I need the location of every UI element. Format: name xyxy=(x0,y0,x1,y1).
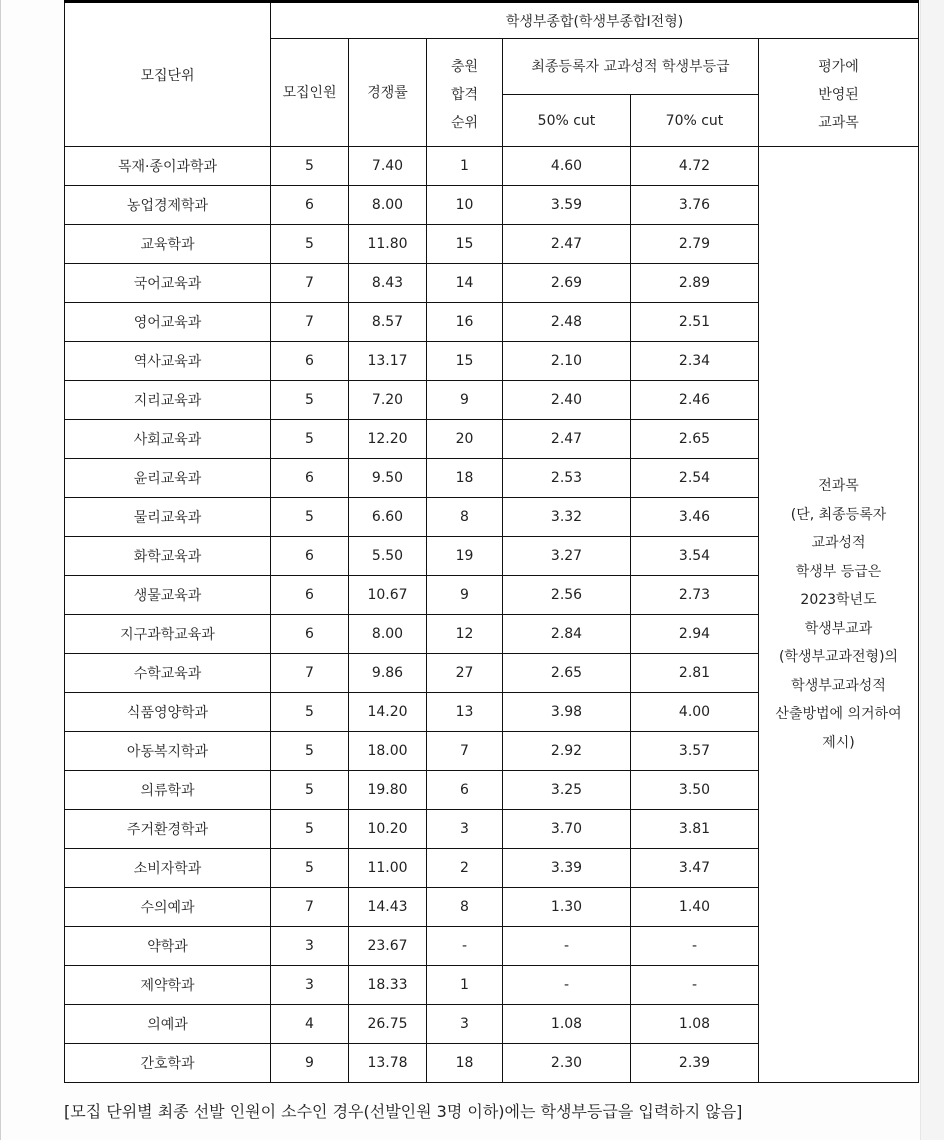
cell-quota: 9 xyxy=(271,1044,349,1083)
cell-quota: 6 xyxy=(271,459,349,498)
cell-quota: 6 xyxy=(271,537,349,576)
subjects-note-line: 학생부교과 xyxy=(804,620,873,637)
cell-quota: 5 xyxy=(271,225,349,264)
cell-ratio: 7.20 xyxy=(349,381,427,420)
cell-ratio: 18.00 xyxy=(349,732,427,771)
cell-quota: 7 xyxy=(271,654,349,693)
cell-unit: 아동복지학과 xyxy=(65,732,271,771)
cell-cut50: 1.08 xyxy=(503,1005,631,1044)
cell-quota: 5 xyxy=(271,147,349,186)
cell-quota: 5 xyxy=(271,381,349,420)
header-subjects-line-3: 교과목 xyxy=(818,114,859,131)
cell-unit: 교육학과 xyxy=(65,225,271,264)
cell-unit: 제약학과 xyxy=(65,966,271,1005)
cell-cut50: 2.30 xyxy=(503,1044,631,1083)
scrollbar-track[interactable] xyxy=(920,0,944,1140)
cell-cut70: - xyxy=(631,927,759,966)
cell-ratio: 7.40 xyxy=(349,147,427,186)
admission-results-table xyxy=(64,0,919,1083)
cell-cut50: - xyxy=(503,927,631,966)
cell-rank: 3 xyxy=(427,1005,503,1044)
header-admission-type: 학생부종합(학생부종합Ⅰ전형) xyxy=(271,2,919,39)
cell-unit: 역사교육과 xyxy=(65,342,271,381)
cell-ratio: 8.43 xyxy=(349,264,427,303)
cell-cut70: 3.47 xyxy=(631,849,759,888)
cell-cut50: 2.47 xyxy=(503,225,631,264)
cell-cut50: 2.69 xyxy=(503,264,631,303)
table-row xyxy=(65,147,919,186)
cell-unit: 지구과학교육과 xyxy=(65,615,271,654)
cell-unit: 주거환경학과 xyxy=(65,810,271,849)
header-competition-ratio: 경쟁률 xyxy=(349,39,427,147)
cell-quota: 6 xyxy=(271,342,349,381)
cell-rank: 2 xyxy=(427,849,503,888)
cell-cut70: 2.39 xyxy=(631,1044,759,1083)
cell-unit: 화학교육과 xyxy=(65,537,271,576)
cell-rank: 3 xyxy=(427,810,503,849)
cell-ratio: 8.00 xyxy=(349,615,427,654)
cell-cut70: 4.00 xyxy=(631,693,759,732)
cell-quota: 5 xyxy=(271,771,349,810)
cell-quota: 7 xyxy=(271,264,349,303)
cell-ratio: 19.80 xyxy=(349,771,427,810)
cell-cut50: 3.25 xyxy=(503,771,631,810)
cell-rank: 27 xyxy=(427,654,503,693)
cell-cut70: 3.76 xyxy=(631,186,759,225)
cell-unit: 윤리교육과 xyxy=(65,459,271,498)
subjects-note-line: (단, 최종등록자 xyxy=(790,506,887,523)
cell-unit: 수의예과 xyxy=(65,888,271,927)
cell-cut50: 3.39 xyxy=(503,849,631,888)
cell-ratio: 12.20 xyxy=(349,420,427,459)
cell-unit: 국어교육과 xyxy=(65,264,271,303)
cell-cut50: 2.40 xyxy=(503,381,631,420)
subjects-note-line: 제시) xyxy=(822,734,855,751)
cell-quota: 6 xyxy=(271,186,349,225)
cell-quota: 7 xyxy=(271,303,349,342)
subjects-note-line: 전과목 xyxy=(818,478,859,494)
cell-unit: 소비자학과 xyxy=(65,849,271,888)
cell-cut70: 2.81 xyxy=(631,654,759,693)
cell-unit: 의류학과 xyxy=(65,771,271,810)
cell-quota: 5 xyxy=(271,498,349,537)
cell-ratio: 9.50 xyxy=(349,459,427,498)
cell-cut70: 3.54 xyxy=(631,537,759,576)
cell-rank: 14 xyxy=(427,264,503,303)
cell-rank: 7 xyxy=(427,732,503,771)
cell-cut70: 1.08 xyxy=(631,1005,759,1044)
cell-cut70: 2.79 xyxy=(631,225,759,264)
cell-ratio: 8.57 xyxy=(349,303,427,342)
cell-ratio: 8.00 xyxy=(349,186,427,225)
cell-unit: 목재·종이과학과 xyxy=(65,147,271,186)
cell-ratio: 18.33 xyxy=(349,966,427,1005)
cell-rank: 9 xyxy=(427,576,503,615)
cell-ratio: 26.75 xyxy=(349,1005,427,1044)
cell-cut70: 3.46 xyxy=(631,498,759,537)
header-waitlist-rank xyxy=(427,39,503,147)
cell-cut50: 3.70 xyxy=(503,810,631,849)
cell-ratio: 13.78 xyxy=(349,1044,427,1083)
header-subjects-line-2: 반영된 xyxy=(818,86,859,103)
footnote: [모집 단위별 최종 선발 인원이 소수인 경우(선발인원 3명 이하)에는 학생부등급을 입력하지 않음] xyxy=(64,1102,743,1121)
cell-ratio: 6.60 xyxy=(349,498,427,537)
header-waitlist-rank-line-1: 충원 xyxy=(450,58,479,75)
cell-ratio: 11.00 xyxy=(349,849,427,888)
cell-cut70: - xyxy=(631,966,759,1005)
cell-unit: 물리교육과 xyxy=(65,498,271,537)
header-waitlist-rank-line-2: 합격 xyxy=(450,86,479,103)
cell-cut50: 2.56 xyxy=(503,576,631,615)
cell-cut50: 3.32 xyxy=(503,498,631,537)
cell-cut70: 4.72 xyxy=(631,147,759,186)
subjects-note-line: 학생부 등급은 xyxy=(795,563,882,580)
cell-unit: 간호학과 xyxy=(65,1044,271,1083)
cell-cut70: 2.65 xyxy=(631,420,759,459)
cell-cut50: 2.10 xyxy=(503,342,631,381)
cell-cut50: 2.47 xyxy=(503,420,631,459)
cell-ratio: 13.17 xyxy=(349,342,427,381)
header-evaluated-subjects xyxy=(759,39,919,147)
header-grade-group: 최종등록자 교과성적 학생부등급 xyxy=(503,39,759,95)
cell-rank: 9 xyxy=(427,381,503,420)
subjects-note-line: 학생부교과성적 xyxy=(791,677,886,694)
cell-rank: 15 xyxy=(427,342,503,381)
cell-cut50: 1.30 xyxy=(503,888,631,927)
cell-ratio: 10.67 xyxy=(349,576,427,615)
cell-cut70: 2.73 xyxy=(631,576,759,615)
cell-cut50: 2.84 xyxy=(503,615,631,654)
cell-rank: 16 xyxy=(427,303,503,342)
cell-quota: 5 xyxy=(271,420,349,459)
cell-quota: 5 xyxy=(271,849,349,888)
cell-rank: 8 xyxy=(427,888,503,927)
viewport-edge xyxy=(0,0,1,1140)
subjects-note-line: 교과성적 xyxy=(811,535,866,551)
cell-rank: 10 xyxy=(427,186,503,225)
cell-rank: 18 xyxy=(427,459,503,498)
cell-unit: 지리교육과 xyxy=(65,381,271,420)
cell-ratio: 5.50 xyxy=(349,537,427,576)
subjects-note xyxy=(759,147,919,1083)
cell-cut50: 2.53 xyxy=(503,459,631,498)
header-cut-70: 70% cut xyxy=(631,95,759,147)
header-quota: 모집인원 xyxy=(271,39,349,147)
cell-cut50: 4.60 xyxy=(503,147,631,186)
cell-unit: 의예과 xyxy=(65,1005,271,1044)
cell-ratio: 9.86 xyxy=(349,654,427,693)
cell-rank: 13 xyxy=(427,693,503,732)
cell-unit: 약학과 xyxy=(65,927,271,966)
header-recruitment-unit: 모집단위 xyxy=(65,2,271,147)
cell-unit: 생물교육과 xyxy=(65,576,271,615)
cell-cut50: 3.27 xyxy=(503,537,631,576)
subjects-note-line: 2023학년도 xyxy=(800,592,877,608)
cell-cut50: 3.59 xyxy=(503,186,631,225)
cell-rank: 1 xyxy=(427,147,503,186)
cell-unit: 식품영양학과 xyxy=(65,693,271,732)
cell-quota: 6 xyxy=(271,615,349,654)
subjects-note-line: (학생부교과전형)의 xyxy=(778,649,899,665)
cell-rank: - xyxy=(427,927,503,966)
cell-cut50: - xyxy=(503,966,631,1005)
cell-rank: 12 xyxy=(427,615,503,654)
cell-rank: 19 xyxy=(427,537,503,576)
cell-cut50: 3.98 xyxy=(503,693,631,732)
cell-unit: 사회교육과 xyxy=(65,420,271,459)
cell-quota: 5 xyxy=(271,732,349,771)
cell-cut70: 2.46 xyxy=(631,381,759,420)
cell-cut50: 2.65 xyxy=(503,654,631,693)
cell-rank: 6 xyxy=(427,771,503,810)
cell-quota: 3 xyxy=(271,966,349,1005)
cell-unit: 영어교육과 xyxy=(65,303,271,342)
cell-unit: 수학교육과 xyxy=(65,654,271,693)
cell-rank: 15 xyxy=(427,225,503,264)
cell-unit: 농업경제학과 xyxy=(65,186,271,225)
cell-cut70: 1.40 xyxy=(631,888,759,927)
cell-cut70: 2.51 xyxy=(631,303,759,342)
cell-cut70: 2.94 xyxy=(631,615,759,654)
cell-cut50: 2.48 xyxy=(503,303,631,342)
cell-ratio: 11.80 xyxy=(349,225,427,264)
cell-ratio: 14.20 xyxy=(349,693,427,732)
cell-quota: 5 xyxy=(271,693,349,732)
cell-ratio: 10.20 xyxy=(349,810,427,849)
cell-cut70: 2.54 xyxy=(631,459,759,498)
cell-ratio: 23.67 xyxy=(349,927,427,966)
cell-cut50: 2.92 xyxy=(503,732,631,771)
cell-quota: 6 xyxy=(271,576,349,615)
cell-rank: 20 xyxy=(427,420,503,459)
cell-cut70: 3.81 xyxy=(631,810,759,849)
cell-cut70: 2.34 xyxy=(631,342,759,381)
cell-ratio: 14.43 xyxy=(349,888,427,927)
header-subjects-line-1: 평가에 xyxy=(818,58,859,75)
header-waitlist-rank-line-3: 순위 xyxy=(450,114,479,131)
cell-quota: 5 xyxy=(271,810,349,849)
cell-quota: 7 xyxy=(271,888,349,927)
cell-rank: 8 xyxy=(427,498,503,537)
cell-cut70: 3.50 xyxy=(631,771,759,810)
cell-rank: 1 xyxy=(427,966,503,1005)
cell-cut70: 3.57 xyxy=(631,732,759,771)
header-cut-50: 50% cut xyxy=(503,95,631,147)
cell-rank: 18 xyxy=(427,1044,503,1083)
subjects-note-line: 산출방법에 의거하여 xyxy=(775,706,902,722)
cell-cut70: 2.89 xyxy=(631,264,759,303)
cell-quota: 4 xyxy=(271,1005,349,1044)
cell-quota: 3 xyxy=(271,927,349,966)
